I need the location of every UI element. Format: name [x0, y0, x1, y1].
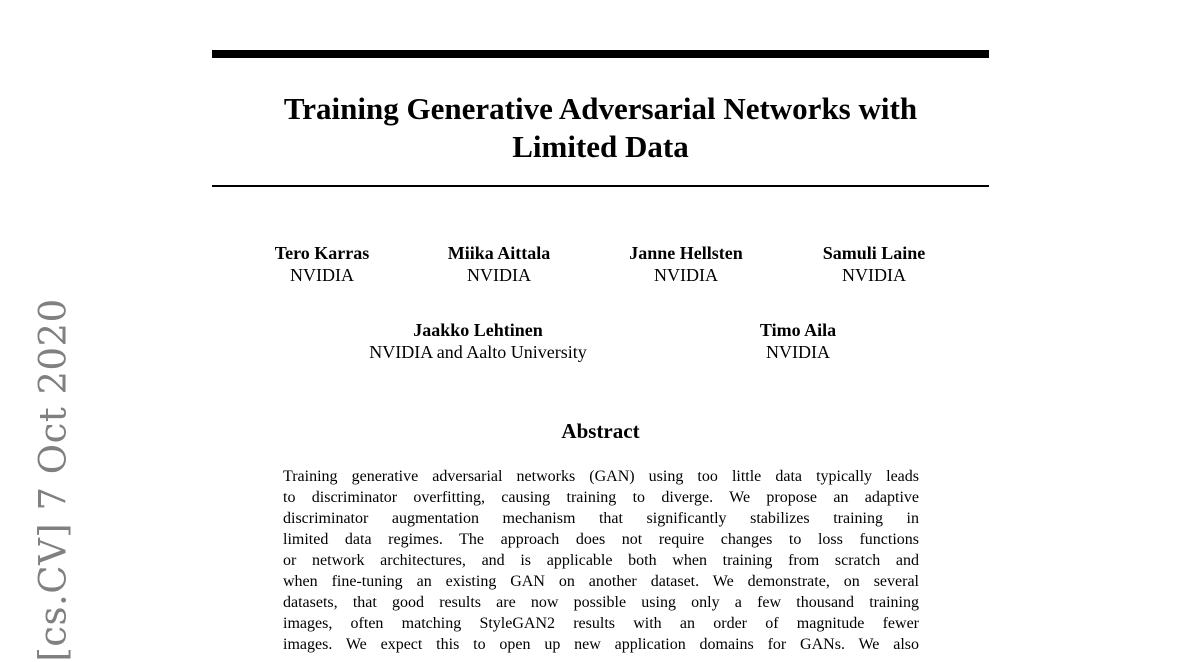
author-name: Samuli Laine [822, 243, 926, 263]
abstract-line: when fine-tuning an existing GAN on another dataset. We demonstrate, on several [283, 573, 919, 590]
author-affiliation: NVIDIA and Aalto University [369, 342, 587, 362]
author-affiliation: NVIDIA [842, 265, 906, 285]
author-block [748, 319, 848, 363]
author-affiliation: NVIDIA [766, 342, 830, 362]
abstract-line: to discriminator overfitting, causing training to diverge. We propose an adaptive [283, 489, 919, 506]
abstract-line: images, often matching StyleGAN2 results with an order of magnitude fewer [283, 615, 919, 632]
author-block [271, 242, 373, 286]
arxiv-stamp-text: [cs.CV] 7 Oct 2020 [31, 298, 75, 662]
paper-title [212, 90, 989, 166]
author-affiliation: NVIDIA [654, 265, 718, 285]
abstract-line: discriminator augmentation mechanism that significantly stabilizes training in [283, 510, 919, 527]
author-name: Janne Hellsten [629, 243, 743, 263]
author-name: Tero Karras [274, 243, 370, 263]
paper-title-line-1: Training Generative Adversarial Networks with [283, 91, 918, 126]
arxiv-side-stamp [28, 298, 78, 662]
abstract-line: Training generative adversarial networks (GAN) using too little data typically leads [283, 468, 919, 485]
abstract-line: or network architectures, and is applicable both when training from scratch and [283, 552, 919, 569]
author-block [433, 242, 565, 286]
author-affiliation: NVIDIA [467, 265, 531, 285]
title-bottom-rule [212, 185, 989, 187]
paper-title-line-2: Limited Data [512, 129, 689, 164]
abstract-line: images. We expect this to open up new application domains for GANs. We also [283, 636, 919, 653]
author-block [809, 242, 939, 286]
author-affiliation: NVIDIA [290, 265, 354, 285]
author-block [616, 242, 756, 286]
abstract-line: datasets, that good results are now possible using only a few thousand training [283, 594, 919, 611]
author-name: Jaakko Lehtinen [413, 320, 543, 340]
abstract-heading: Abstract [561, 419, 640, 443]
title-top-rule [212, 50, 989, 58]
author-name: Timo Aila [759, 320, 837, 340]
abstract-line: limited data regimes. The approach does not require changes to loss functions [283, 531, 919, 548]
author-name: Miika Aittala [447, 243, 551, 263]
abstract-body [283, 466, 919, 655]
author-block [348, 319, 608, 363]
